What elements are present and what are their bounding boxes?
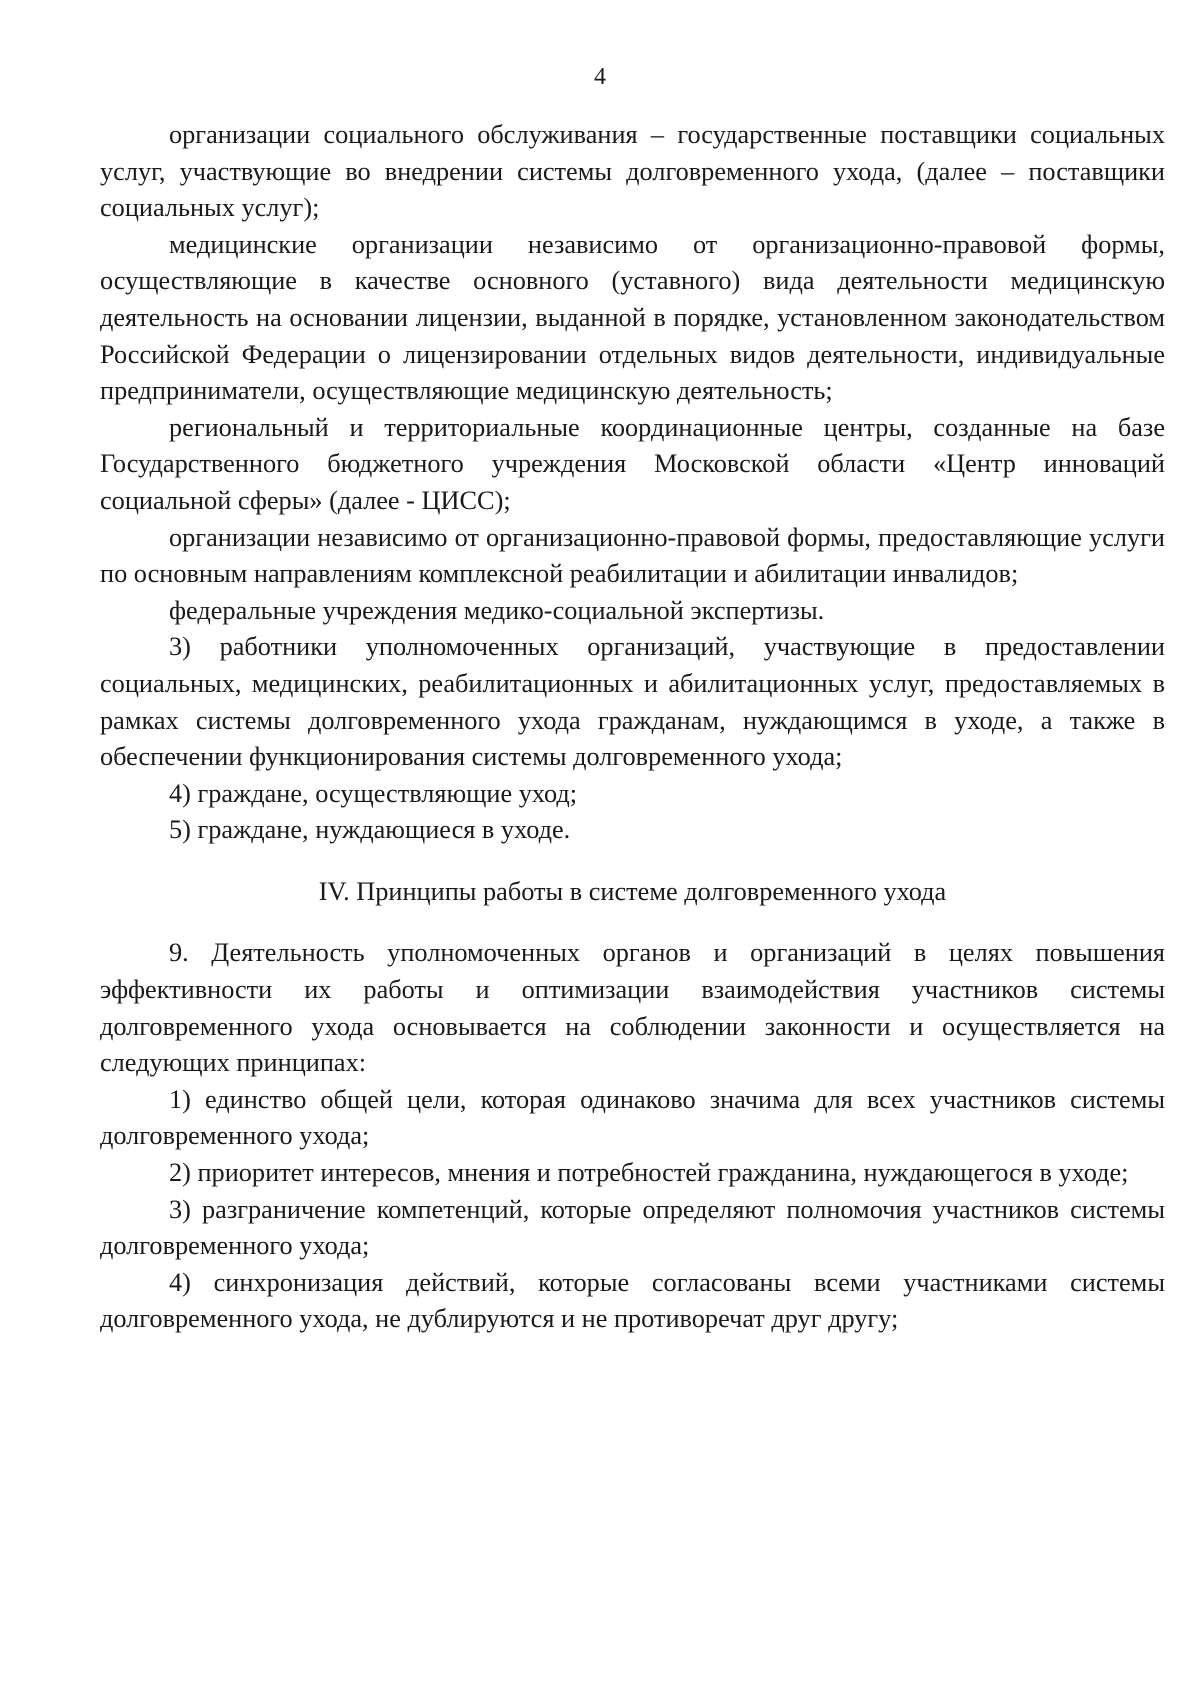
section-heading: IV. Принципы работы в системе долговременного ухода — [318, 876, 947, 906]
list-item: 3) разграничение компетенций, которые определяют полномочия участников системы долговременного ухода; — [100, 1194, 1165, 1261]
list-item: 5) граждане, нуждающиеся в уходе. — [169, 815, 571, 845]
paragraph: организации независимо от организационно-правовой формы, предоставляющие услуги по основным направлениям комплексной реабилитации и абилитации инвалидов; — [100, 522, 1165, 589]
paragraph: федеральные учреждения медико-социальной экспертизы. — [169, 595, 825, 625]
list-item: 1) единство общей цели, которая одинаково значима для всех участников системы долговременного ухода; — [100, 1084, 1165, 1151]
paragraph: региональный и территориальные координационные центры, созданные на базе Государственного бюджетного учреждения Московской области «Центр инноваций социальной сферы» (далее - ЦИСС); — [100, 412, 1165, 515]
list-item: 4) граждане, осуществляющие уход; — [169, 778, 578, 808]
paragraph: организации социального обслуживания – государственные поставщики социальных услуг, участвующие во внедрении системы долговременного ухода, (далее – поставщики социальных услуг); — [100, 120, 1165, 223]
page-number: 4 — [594, 64, 606, 90]
paragraph: 9. Деятельность уполномоченных органов и организаций в целях повышения эффективности их работы и оптимизации взаимодействия участников системы долговременного ухода основывается на соблюдении законности и осуществляется на следующих принципах: — [100, 938, 1165, 1078]
list-item: 4) синхронизация действий, которые согласованы всеми участниками системы долговременного ухода, не дублируются и не противоречат друг другу; — [100, 1267, 1165, 1334]
document-body — [100, 117, 1165, 1338]
paragraph: медицинские организации независимо от организационно-правовой формы, осуществляющие в качестве основного (уставного) вида деятельности медицинскую деятельность на основании лицензии, выданной в порядке, установленном законодательством Российской Федерации о лицензировании отдельных видов деятельности, индивидуальные предприниматели, осуществляющие медицинскую деятельность; — [100, 229, 1165, 406]
list-item: 2) приоритет интересов, мнения и потребностей гражданина, нуждающегося в уходе; — [169, 1158, 1129, 1188]
list-item: 3) работники уполномоченных организаций, участвующие в предоставлении социальных, медицинских, реабилитационных и абилитационных услуг, предоставляемых в рамках системы долговременного ухода гражданам, нуждающимся в уходе, а также в обеспечении функционирования системы долговременного ухода; — [100, 632, 1165, 772]
